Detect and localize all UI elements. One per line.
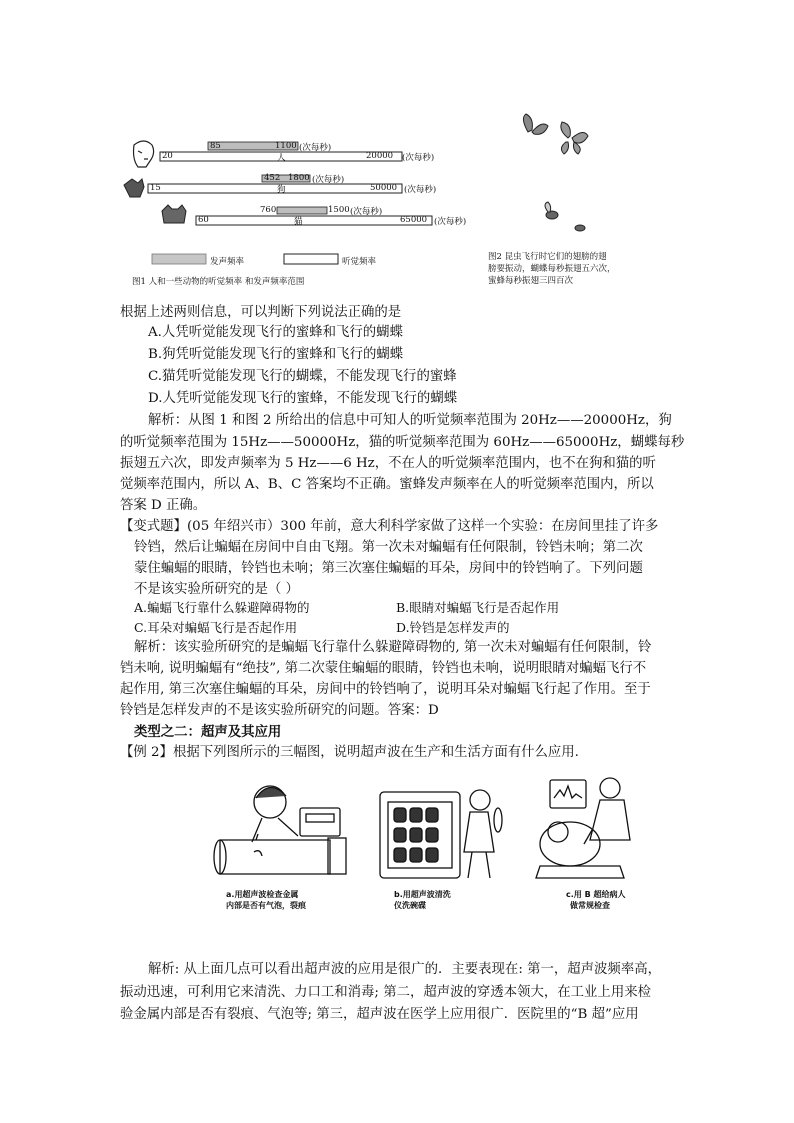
figure-1-caption: 图1 人和一些动物的听觉频率 和发声频率范围 bbox=[132, 277, 305, 287]
caption-c-line-1: c.用 B 超给病人 bbox=[566, 890, 626, 899]
caption-a-line-1: a.用超声波检查金属 bbox=[226, 890, 299, 899]
legend-hear-label: 听觉频率 bbox=[342, 257, 377, 267]
dog-hear-bar bbox=[148, 184, 402, 193]
caption-b-line-2: 仪洗碗碟 bbox=[394, 901, 426, 910]
human-name: 人 bbox=[277, 153, 286, 163]
ultrasound-illustrations bbox=[200, 770, 650, 885]
panel-a-metal-inspection bbox=[214, 786, 346, 874]
analysis-2-line-2: 振动迅速，可利用它来清洗、力口工和消毒; 第二，超声波的穿透本领大，在工业上用来检 bbox=[120, 985, 651, 1000]
question-1-option-d: D.人凭听觉能发现飞行的蜜蜂，不能发现飞行的蝴蝶 bbox=[148, 391, 458, 406]
question-2-option-c: C.耳朵对蝙蝠飞行是否起作用 bbox=[134, 620, 298, 635]
human-emit-unit: (次每秒) bbox=[299, 143, 332, 153]
cat-emit-bar bbox=[277, 207, 327, 214]
human-emit-high: 1100 bbox=[275, 141, 297, 151]
question-2-option-b: B.眼睛对蝙蝠飞行是否起作用 bbox=[396, 600, 560, 615]
bee-icon bbox=[545, 202, 585, 231]
question-2-analysis-l1: 解析：该实验所研究的是蝙蝠飞行靠什么躲避障碍物的, 第一次未对蝙蝠有任何限制，铃 bbox=[134, 640, 652, 655]
example-2-text: 【例 2】根据下列图所示的三幅图，说明超声波在生产和生活方面有什么应用. bbox=[120, 745, 579, 760]
dog-emit-high: 1800 bbox=[288, 173, 310, 183]
question-1-analysis-l4: 觉频率范围内，所以 A、B、C 答案均不正确。蜜蜂发声频率在人的听觉频率范围内，所以 bbox=[120, 477, 654, 492]
human-icon bbox=[134, 141, 154, 167]
analysis-2-line-1: 解析: 从上面几点可以看出超声波的应用是很广的．主要表现在: 第一，超声波频率高， bbox=[148, 962, 661, 977]
human-hear-unit: (次每秒) bbox=[402, 153, 435, 163]
human-hear-low: 20 bbox=[162, 151, 173, 161]
dog-emit-range: 452 bbox=[264, 173, 281, 183]
cat-hear-low: 60 bbox=[198, 215, 209, 225]
cat-name: 猫 bbox=[294, 217, 303, 227]
butterfly-icon bbox=[523, 114, 548, 134]
legend-emit-label: 发声频率 bbox=[210, 257, 245, 267]
question-2-line-2: 铃铛，然后让蝙蝠在房间中自由飞翔。第一次未对蝙蝠有任何限制，铃铛未响；第二次 bbox=[134, 540, 643, 555]
question-1-analysis-l1: 解析：从图 1 和图 2 所给出的信息中可知人的听觉频率范围为 20Hz——20000Hz，狗 bbox=[148, 413, 672, 428]
cat-hear-unit: (次每秒) bbox=[434, 217, 467, 227]
question-1-analysis-l2: 的听觉频率范围为 15Hz——50000Hz，猫的听觉频率范围为 60Hz——65000Hz，蝴蝶每秒 bbox=[120, 435, 685, 450]
question-1-analysis-l3: 振翅五六次，即发声频率为 5 Hz——6 Hz，不在人的听觉频率范围内，也不在狗和猫的听 bbox=[120, 456, 656, 471]
human-hear-high: 20000 bbox=[366, 151, 394, 161]
dog-hear-high: 50000 bbox=[370, 183, 398, 193]
dog-name: 狗 bbox=[277, 185, 286, 195]
figure-2-caption-l2: 膀要振动，蝴蝶每秒振翅五六次， bbox=[488, 264, 616, 274]
question-1-stem: 根据上述两则信息，可以判断下列说法正确的是 bbox=[120, 305, 402, 320]
insects-graphic bbox=[480, 110, 610, 245]
figure-1-hearing-range bbox=[122, 115, 482, 295]
figure-2-insects bbox=[480, 110, 616, 295]
caption-c-line-2: 做常规检查 bbox=[570, 901, 610, 910]
question-2-option-d: D.铃铛是怎样发声的 bbox=[396, 620, 510, 635]
figure-2-caption-l1: 图2 昆虫飞行时它们的翅膀的翅 bbox=[488, 252, 607, 262]
panel-c-b-ultrasound bbox=[536, 778, 630, 878]
dog-hear-unit: (次每秒) bbox=[404, 185, 437, 195]
legend-emit-swatch bbox=[152, 254, 206, 264]
question-2-option-a: A.蝙蝠飞行靠什么躲避障碍物的 bbox=[134, 600, 310, 615]
caption-b-line-1: b.用超声波清洗 bbox=[394, 890, 451, 899]
cat-emit-low: 760 bbox=[260, 205, 277, 215]
butterfly-icon-2 bbox=[561, 122, 588, 154]
cat-hear-high: 65000 bbox=[400, 215, 428, 225]
question-1-option-c: C.猫凭听觉能发现飞行的蝴蝶，不能发现飞行的蜜蜂 bbox=[148, 369, 457, 384]
question-2-line-1: 【变式题】(05 年绍兴市）300 年前，意大利科学家做了这样一个实验：在房间里挂了许多 bbox=[120, 519, 659, 534]
section-2-title: 类型之二：超声及其应用 bbox=[134, 724, 282, 740]
cat-hear-bar bbox=[196, 216, 432, 225]
figure-3-ultrasound-uses bbox=[200, 770, 650, 920]
human-emit-range: 85 bbox=[210, 141, 221, 151]
cat-emit-high: 1500 bbox=[328, 205, 350, 215]
question-2-analysis-l4: 铃铛是怎样发声的不是该实验所研究的问题。答案：D bbox=[120, 703, 439, 718]
dog-emit-unit: (次每秒) bbox=[312, 175, 345, 185]
cat-icon bbox=[162, 205, 186, 223]
question-1-option-b: B.狗凭听觉能发现飞行的蜜蜂和飞行的蝴蝶 bbox=[148, 347, 404, 362]
question-1-analysis-l5: 答案 D 正确。 bbox=[120, 498, 207, 513]
legend-hear-swatch bbox=[284, 254, 338, 264]
question-1-option-a: A.人凭听觉能发现飞行的蜜蜂和飞行的蝴蝶 bbox=[148, 325, 403, 340]
question-2-line-4: 不是该实验所研究的是（ ） bbox=[134, 582, 299, 597]
dog-hear-low: 15 bbox=[150, 183, 161, 193]
figure-2-caption-l3: 蜜蜂每秒振翅三四百次 bbox=[488, 276, 574, 286]
question-2-analysis-l2: 铛未响, 说明蝙蝠有“绝技”, 第二次蒙住蝙蝠的眼睛，铃铛也未响，说明眼睛对蝙蝠飞行不 bbox=[120, 661, 647, 676]
analysis-2-line-3: 验金属内部是否有裂痕、气泡等; 第三，超声波在医学上应用很广．医院里的“B 超”应用 bbox=[120, 1007, 639, 1022]
question-2-line-3: 蒙住蝙蝠的眼睛，铃铛也未响；第三次塞住蝙蝠的耳朵，房间中的铃铛响了。下列问题 bbox=[134, 561, 643, 576]
cat-emit-unit: (次每秒) bbox=[350, 207, 383, 217]
panel-b-dish-washer bbox=[380, 790, 502, 878]
dog-icon bbox=[124, 179, 144, 197]
caption-a-line-2: 内部是否有气泡，裂痕 bbox=[226, 901, 306, 910]
question-2-analysis-l3: 起作用, 第三次塞住蝙蝠的耳朵，房间中的铃铛响了，说明耳朵对蝙蝠飞行起了作用。至于 bbox=[120, 682, 651, 697]
